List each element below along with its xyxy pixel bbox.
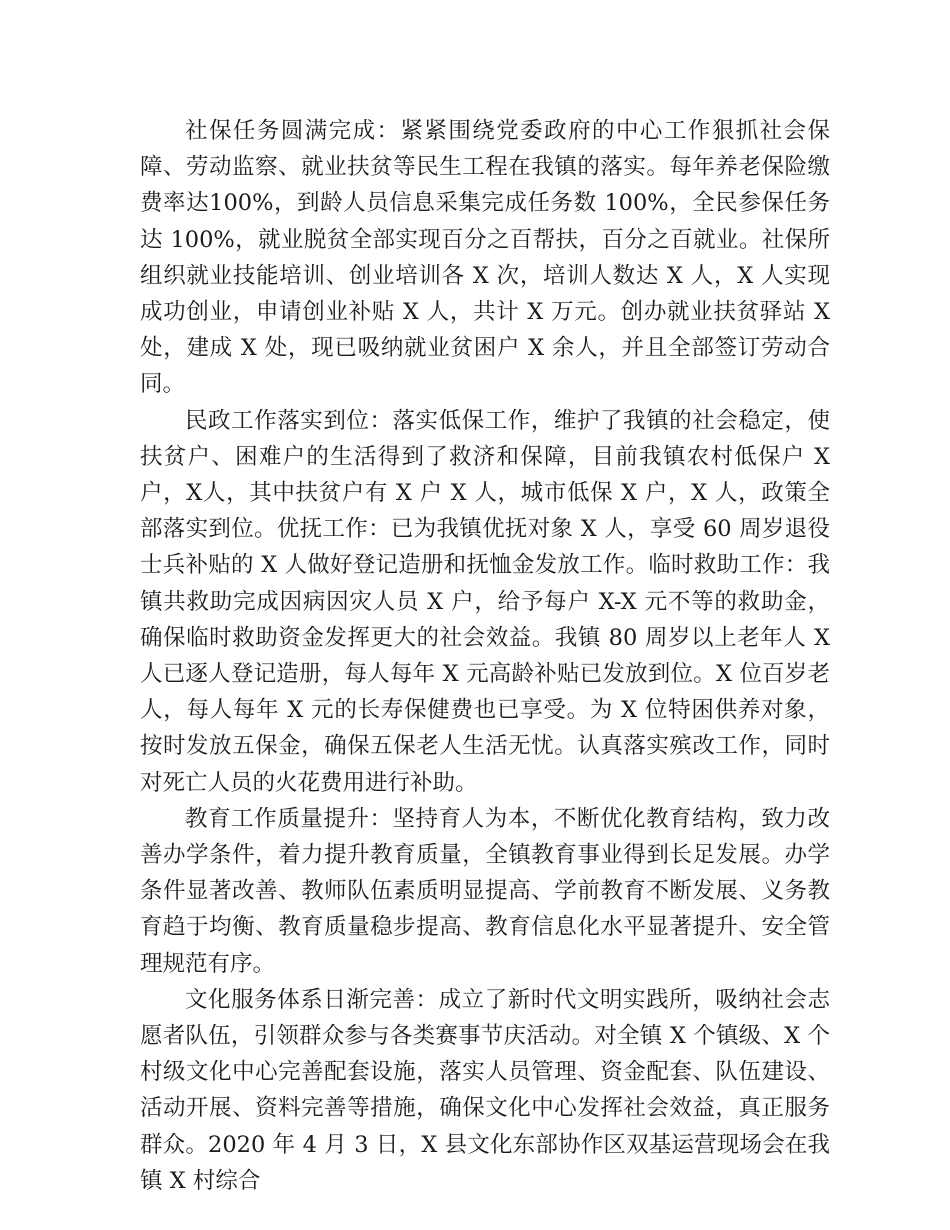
- paragraph-civil-affairs: 民政工作落实到位：落实低保工作，维护了我镇的社会稳定，使扶贫户、困难户的生活得到了救济和保障，目前我镇农村低保户 X 户，X人，其中扶贫户有 X 户 X 人，城市低保 X 户，X 人，政策全部落实到位。优抚工作：已为我镇优抚对象 X 人，享受 60 周岁退役士兵补贴的 X 人做好登记造册和抚恤金发放工作。临时救助工作：我镇共救助完成因病因灾人员 X 户，给予每户 X-X 元不等的救助金，确保临时救助资金发挥更大的社会效益。我镇 80 周岁以上老年人 X 人已逐人登记造册，每人每年 X 元高龄补贴已发放到位。X 位百岁老人，每人每年 X 元的长寿保健费也已享受。为 X 位特困供养对象，按时发放五保金，确保五保老人生活无忧。认真落实殡改工作，同时对死亡人员的火花费用进行补助。: [140, 407, 830, 796]
- document-body: [140, 113, 830, 1199]
- paragraph-social-security: 社保任务圆满完成：紧紧围绕党委政府的中心工作狠抓社会保障、劳动监察、就业扶贫等民生工程在我镇的落实。每年养老保险缴费率达100%，到龄人员信息采集完成任务数 100%，全民参保任务达 100%，就业脱贫全部实现百分之百帮扶，百分之百就业。社保所组织就业技能培训、创业培训各 X 次，培训人数达 X 人，X 人实现成功创业，申请创业补贴 X 人，共计 X 万元。创办就业扶贫驿站 X 处，建成 X 处，现已吸纳就业贫困户 X 余人，并且全部签订劳动合同。: [140, 118, 830, 398]
- paragraph-culture-services: 文化服务体系日渐完善：成立了新时代文明实践所，吸纳社会志愿者队伍，引领群众参与各类赛事节庆活动。对全镇 X 个镇级、X 个村级文化中心完善配套设施，落实人员管理、资金配套、队伍建设、活动开展、资料完善等措施，确保文化中心发挥社会效益，真正服务群众。2020 年 4 月 3 日，X 县文化东部协作区双基运营现场会在我镇 X 村综合: [140, 986, 830, 1194]
- paragraph-education: 教育工作质量提升：坚持育人为本，不断优化教育结构，致力改善办学条件，着力提升教育质量，全镇教育事业得到长足发展。办学条件显著改善、教师队伍素质明显提高、学前教育不断发展、义务教育趋于均衡、教育质量稳步提高、教育信息化水平显著提升、安全管理规范有序。: [140, 805, 830, 977]
